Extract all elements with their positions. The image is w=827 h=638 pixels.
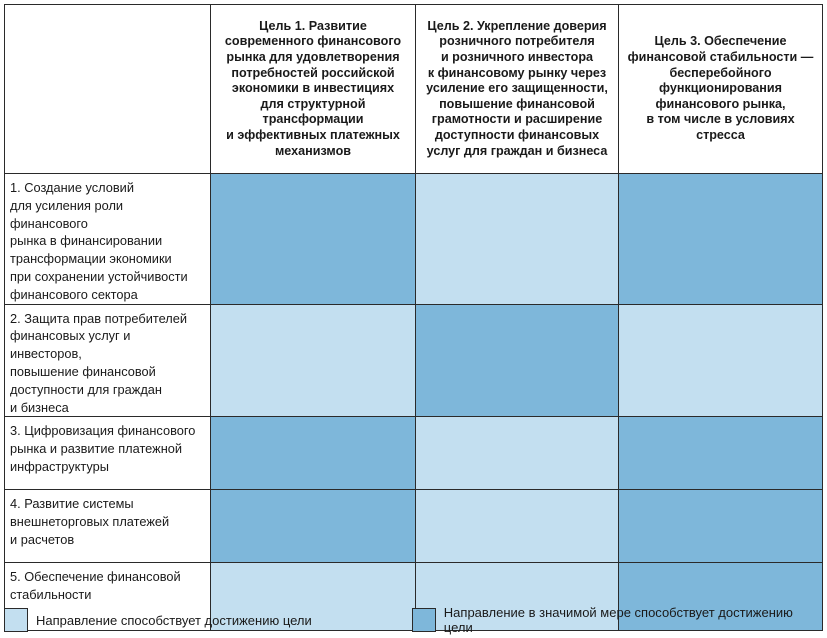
corner-cell [5, 5, 211, 174]
matrix-cell [211, 490, 416, 563]
row-label-direction-2: 2. Защита прав потребителей финансовых услуг и инвесторов, повышение финансовой доступности для граждан и бизнеса [5, 304, 211, 417]
matrix-cell [211, 304, 416, 417]
matrix-cell [619, 417, 823, 490]
row-label-direction-5: 5. Обеспечение финансовой стабильности [5, 563, 211, 631]
matrix-cell [416, 490, 619, 563]
table-row [5, 490, 823, 563]
matrix-cell [619, 304, 823, 417]
matrix-cell [416, 417, 619, 490]
legend-label-contributes: Направление способствует достижению цели [36, 612, 312, 628]
legend-swatch-light [4, 608, 28, 632]
table-row [5, 304, 823, 417]
matrix-cell [619, 490, 823, 563]
legend-item-contributes [4, 606, 312, 634]
row-label-direction-1: 1. Создание условий для усиления роли финансового рынка в финансировании трансформации экономики при сохранении устойчивости финансового сектора [5, 174, 211, 305]
row-label-direction-4: 4. Развитие системы внешнеторговых платежей и расчетов [5, 490, 211, 563]
table-row [5, 417, 823, 490]
column-header-goal-2: Цель 2. Укрепление доверия розничного потребителя и розничного инвестора к финансовому рынку через усиление его защищенности, повышение финансовой грамотности и расширение доступности финансовых услуг для граждан и бизнеса [416, 5, 619, 174]
matrix-cell [211, 417, 416, 490]
legend-label-significantly-contributes: Направление в значимой мере способствует достижению цели [443, 605, 793, 635]
matrix-cell [211, 174, 416, 305]
legend-swatch-strong [412, 608, 436, 632]
row-label-direction-3: 3. Цифровизация финансового рынка и развитие платежной инфраструктуры [5, 417, 211, 490]
column-header-goal-1: Цель 1. Развитие современного финансового рынка для удовлетворения потребностей российской экономики в инвестициях для структурной трансформации и эффективных платежных механизмов [211, 5, 416, 174]
table-row [5, 174, 823, 305]
header-row [5, 5, 823, 174]
legend [4, 606, 822, 634]
column-header-goal-3: Цель 3. Обеспечение финансовой стабильности — бесперебойного функционирования финансового рынка, в том числе в условиях стресса [619, 5, 823, 174]
matrix-cell [416, 174, 619, 305]
goals-matrix [4, 4, 823, 631]
matrix-cell [416, 304, 619, 417]
legend-item-significantly-contributes [412, 606, 822, 634]
matrix-cell [619, 174, 823, 305]
